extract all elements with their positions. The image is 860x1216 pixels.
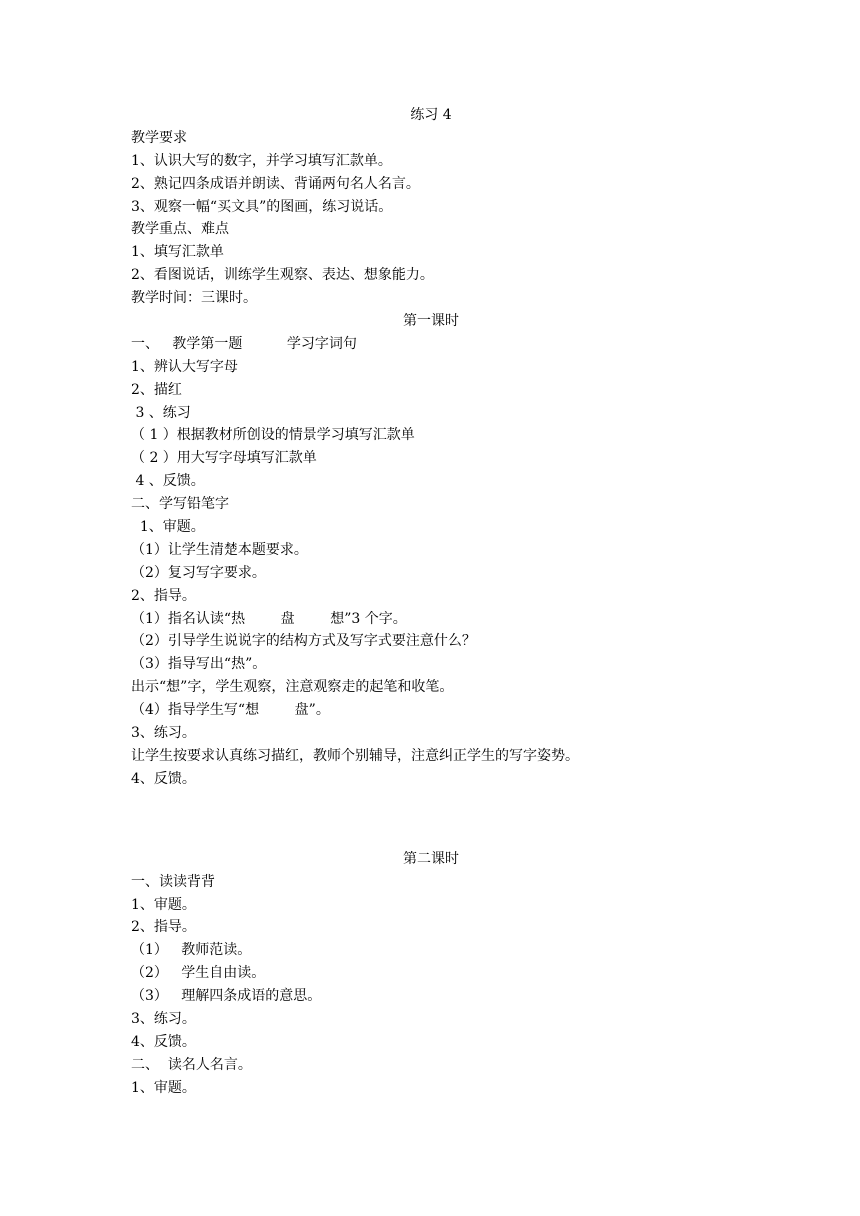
blank-space [131,791,731,848]
document-page [131,104,731,1100]
text-line: 3、练习。 [131,1010,196,1027]
text-line: 教学时间：三课时。 [131,290,257,307]
text-line: 一、读读背背 [131,873,215,890]
text-line: 2、指导。 [131,919,196,936]
text-line: （1）让学生清楚本题要求。 [131,541,308,558]
text-line: 让学生按要求认真练习描红，教师个别辅导，注意纠正学生的写字姿势。 [131,747,579,764]
text-line: （4）指导学生写“想 盘”。 [131,702,330,719]
text-line: 4、反馈。 [131,770,196,787]
teaching-requirements-section [131,127,731,310]
document-title: 练习 4 [410,107,452,123]
lesson-one-heading: 第一课时 [403,313,459,330]
text-line: 2、看图说话，训练学生观察、表达、想象能力。 [131,267,434,284]
text-line: 教学要求 [131,129,187,146]
text-line: （2）复习写字要求。 [131,564,266,581]
text-line: 3、练习。 [131,725,196,742]
text-line: （2）引导学生说说字的结构方式及写字式要注意什么？ [131,633,476,650]
text-line: （ 2 ）用大写字母填写汇款单 [131,450,317,467]
text-line: 1、认识大写的数字，并学习填写汇款单。 [131,152,392,169]
text-line: 2、描红 [131,381,182,398]
text-line: 二、学写铅笔字 [131,496,229,513]
text-line: （3） 理解四条成语的意思。 [131,988,322,1005]
text-line: 3、观察一幅“买文具”的图画，练习说话。 [131,198,393,215]
text-line: 出示“想”字，学生观察，注意观察走的起笔和收笔。 [131,679,454,696]
text-line: 1、辨认大写字母 [131,358,238,375]
text-line: 4 、反馈。 [131,473,205,490]
text-line: 1、填写汇款单 [131,244,224,261]
text-line: 2、熟记四条成语并朗读、背诵两句名人名言。 [131,175,420,192]
text-line: 1、审题。 [131,1079,196,1096]
lesson-two-section [131,871,731,1100]
text-line: （ 1 ）根据教材所创设的情景学习填写汇款单 [131,427,415,444]
text-line: （3）指导写出“热”。 [131,656,267,673]
lesson-two-heading: 第二课时 [403,850,459,867]
text-line: （2） 学生自由读。 [131,965,266,982]
text-line: 3 、练习 [131,404,191,421]
lesson-one-section [131,333,731,791]
text-line: 4、反馈。 [131,1033,196,1050]
text-line: 一、 教学第一题 学习字词句 [131,335,357,352]
text-line: 教学重点、难点 [131,221,229,238]
text-line: 1、审题。 [131,896,196,913]
text-line: （1）指名认读“热 盘 想”3 个字。 [131,610,407,627]
text-line: （1） 教师范读。 [131,942,252,959]
text-line: 二、 读名人名言。 [131,1056,252,1073]
text-line: 1、审题。 [131,519,205,536]
text-line: 2、指导。 [131,587,196,604]
